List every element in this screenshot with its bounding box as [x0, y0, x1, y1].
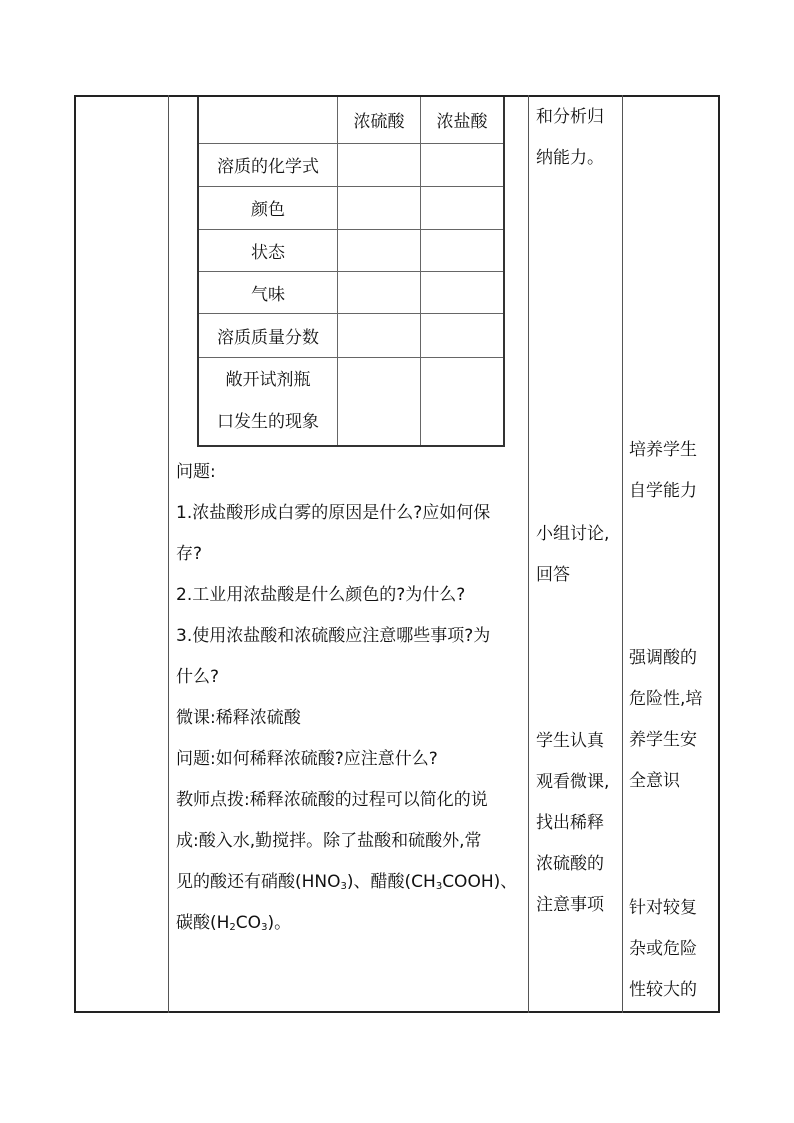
purpose-line: 强调酸的 — [629, 648, 697, 668]
table-cell — [421, 186, 505, 229]
table-row — [198, 186, 504, 229]
table-row — [198, 229, 504, 271]
student-line: 学生认真 — [536, 731, 604, 751]
table-cell — [421, 229, 505, 271]
formula-subscript: 2 — [229, 922, 236, 933]
student-line: 浓硫酸的 — [536, 854, 604, 874]
student-line: 小组讨论, — [536, 524, 610, 544]
formula-text: )、醋酸(CH — [346, 872, 436, 892]
purpose-text-block — [629, 888, 717, 1011]
purpose-line: 自学能力 — [629, 481, 697, 501]
question-1: 1.浓盐酸形成白雾的原因是什么?应如何保 — [176, 503, 491, 523]
purpose-text-block — [629, 430, 717, 512]
formula-text: 碳酸(H — [176, 913, 230, 933]
table-cell — [338, 143, 421, 186]
teacher-tip-line — [176, 903, 526, 944]
teacher-tip-line — [176, 862, 526, 903]
student-line: 纳能力。 — [536, 148, 604, 168]
table-cell — [338, 229, 421, 271]
purpose-line: 针对较复 — [629, 898, 697, 918]
table-cell — [421, 271, 505, 313]
formula-text: COOH)、 — [442, 872, 518, 892]
acid-comparison-table — [197, 97, 505, 447]
purpose-line: 杂或危险 — [629, 939, 697, 959]
formula-text: )。 — [267, 913, 292, 933]
table-cell — [338, 186, 421, 229]
micro-lesson-title: 微课:稀释浓硫酸 — [176, 708, 301, 728]
table-header-row — [198, 97, 504, 143]
table-cell — [421, 143, 505, 186]
column-divider-3 — [622, 95, 623, 1013]
formula-text: 见的酸还有硝酸(HNO — [176, 872, 341, 892]
column-divider-2 — [528, 95, 529, 1013]
student-line: 观看微课, — [536, 772, 610, 792]
table-row — [198, 143, 504, 186]
purpose-text-block — [629, 638, 717, 802]
question-label: 问题: — [176, 462, 216, 482]
student-line: 注意事项 — [536, 895, 604, 915]
student-text-block — [536, 514, 620, 596]
student-line: 找出稀释 — [536, 813, 604, 833]
row-label-line: 口发生的现象 — [217, 412, 319, 433]
table-cell — [421, 313, 505, 357]
formula-text: CO — [235, 913, 262, 933]
teacher-activity-text — [176, 452, 526, 944]
table-row — [198, 357, 504, 446]
question-1-cont: 存? — [176, 544, 203, 564]
table-cell — [338, 357, 421, 446]
header-cell-empty — [198, 97, 338, 143]
row-label: 溶质质量分数 — [198, 313, 338, 357]
header-cell-sulfuric: 浓硫酸 — [338, 97, 421, 143]
question-4: 问题:如何稀释浓硫酸?应注意什么? — [176, 749, 438, 769]
teacher-tip-line: 成:酸入水,勤搅拌。除了盐酸和硫酸外,常 — [176, 831, 482, 851]
question-3-cont: 什么? — [176, 667, 220, 687]
formula-subscript: 3 — [435, 881, 443, 892]
student-line: 回答 — [536, 565, 570, 585]
header-cell-hydrochloric: 浓盐酸 — [421, 97, 505, 143]
purpose-line: 养学生安 — [629, 730, 697, 750]
row-label: 气味 — [198, 271, 338, 313]
purpose-line: 培养学生 — [629, 440, 697, 460]
formula-subscript: 3 — [340, 881, 347, 892]
row-label: 溶质的化学式 — [198, 143, 338, 186]
teacher-tip-line: 教师点拨:稀释浓硫酸的过程可以简化的说 — [176, 790, 488, 810]
column-divider-1 — [168, 95, 169, 1013]
table-cell — [421, 357, 505, 446]
question-2: 2.工业用浓盐酸是什么颜色的?为什么? — [176, 585, 466, 605]
formula-subscript: 3 — [261, 922, 268, 933]
row-label — [198, 357, 338, 446]
row-label: 状态 — [198, 229, 338, 271]
row-label-line: 敞开试剂瓶 — [225, 370, 311, 391]
table-row — [198, 313, 504, 357]
student-line: 和分析归 — [536, 107, 604, 127]
student-text-block — [536, 97, 620, 179]
table-row — [198, 271, 504, 313]
row-label: 颜色 — [198, 186, 338, 229]
purpose-line: 全意识 — [629, 771, 680, 791]
question-3: 3.使用浓盐酸和浓硫酸应注意哪些事项?为 — [176, 626, 491, 646]
table-cell — [338, 271, 421, 313]
purpose-line: 性较大的 — [629, 980, 697, 1000]
purpose-line: 危险性,培 — [629, 689, 703, 709]
table-cell — [338, 313, 421, 357]
student-text-block — [536, 721, 620, 926]
